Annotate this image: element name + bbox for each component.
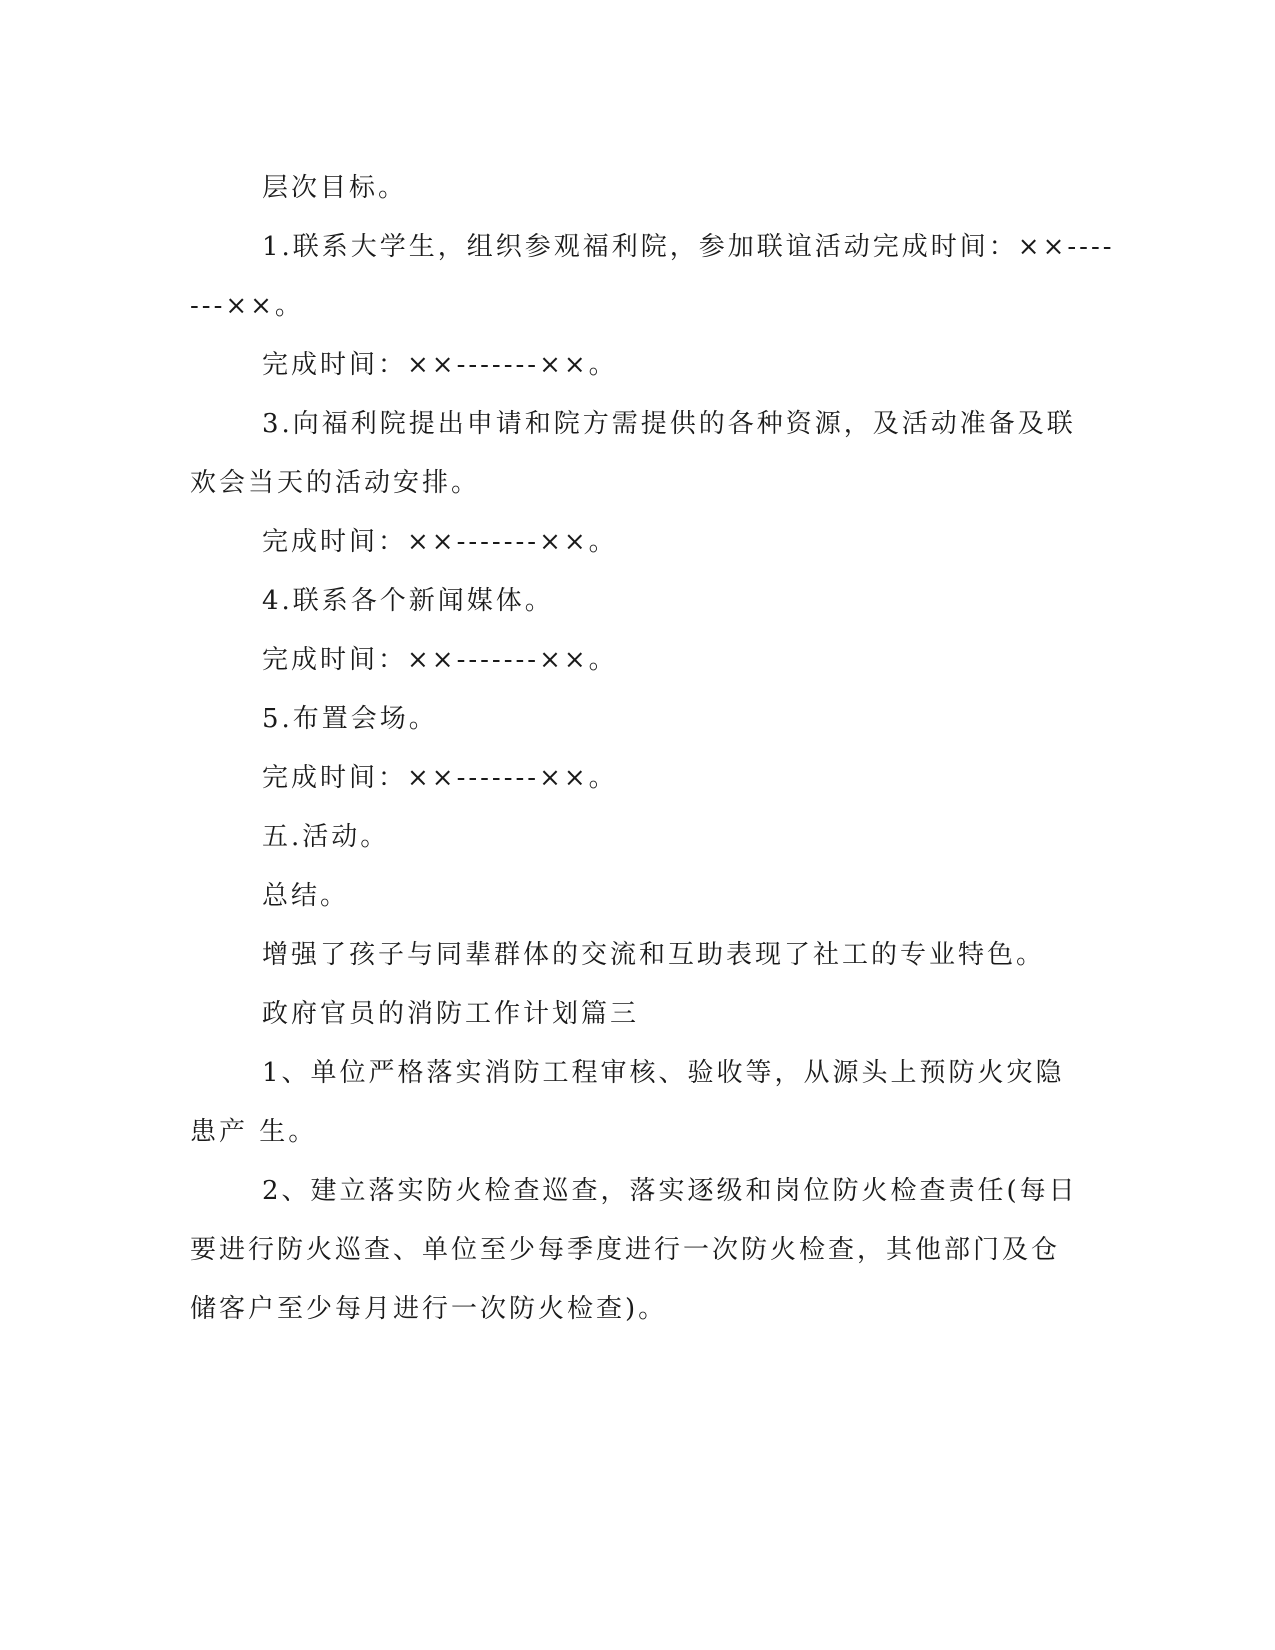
paragraph-line: 2、建立落实防火检查巡查，落实逐级和岗位防火检查责任(每日 (262, 1176, 1078, 1206)
paragraph-line: 4.联系各个新闻媒体。 (262, 586, 554, 616)
paragraph-line: 1.联系大学生，组织参观福利院，参加联谊活动完成时间：××---- (262, 232, 1115, 262)
paragraph-line: ---××。 (190, 291, 304, 321)
paragraph-line: 1、单位严格落实消防工程审核、验收等，从源头上预防火灾隐 (262, 1058, 1065, 1088)
section-heading: 政府官员的消防工作计划篇三 (262, 999, 640, 1029)
paragraph-line: 储客户至少每月进行一次防火检查)。 (190, 1294, 668, 1324)
paragraph-line: 欢会当天的活动安排。 (190, 468, 481, 498)
paragraph-line: 层次目标。 (262, 173, 408, 203)
paragraph-line: 5.布置会场。 (262, 704, 438, 734)
paragraph-line: 增强了孩子与同辈群体的交流和互助表现了社工的专业特色。 (262, 940, 1046, 970)
paragraph-line: 要进行防火巡查、单位至少每季度进行一次防火检查，其他部门及仓 (190, 1235, 1061, 1265)
paragraph-line: 完成时间：××-------××。 (262, 763, 618, 793)
paragraph-line: 完成时间：××-------××。 (262, 350, 618, 380)
paragraph-line: 五.活动。 (262, 822, 390, 852)
paragraph-line: 总结。 (262, 881, 350, 911)
paragraph-line: 3.向福利院提出申请和院方需提供的各种资源，及活动准备及联 (262, 409, 1076, 439)
paragraph-line: 完成时间：××-------××。 (262, 645, 618, 675)
paragraph-line: 完成时间：××-------××。 (262, 527, 618, 557)
paragraph-line: 患产 生。 (190, 1117, 318, 1147)
